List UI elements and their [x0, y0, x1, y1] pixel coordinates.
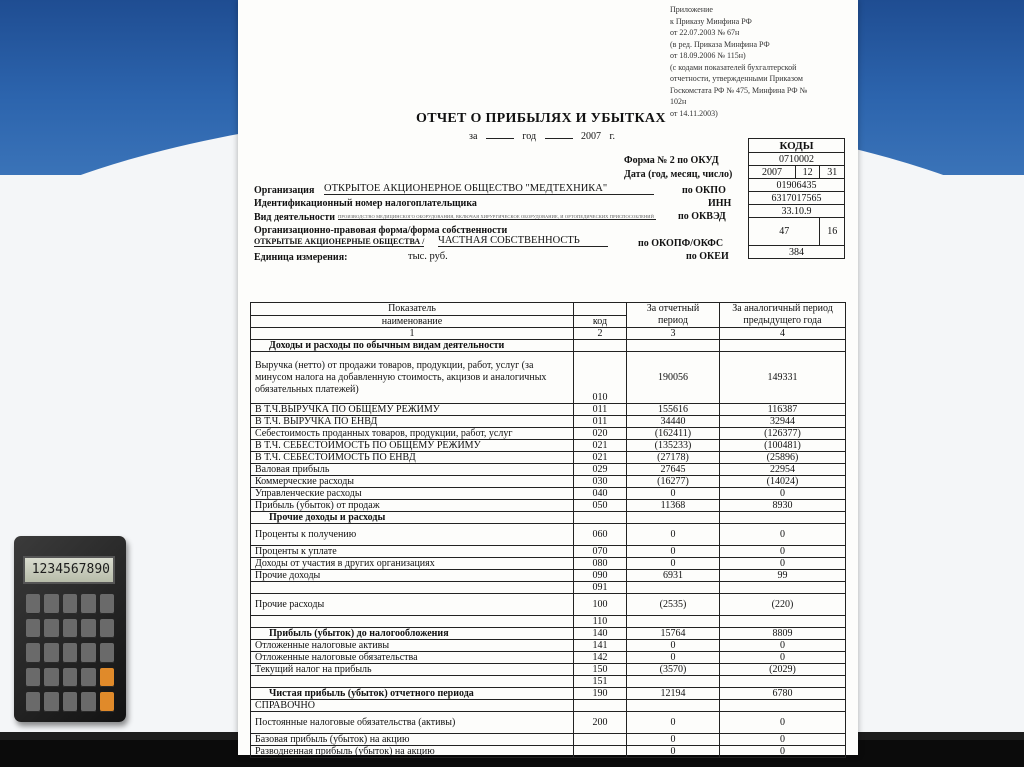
activity-label: Вид деятельности	[254, 212, 336, 223]
row-previous-value: 8809	[720, 628, 846, 640]
table-row	[251, 594, 846, 616]
table-row	[251, 712, 846, 734]
row-name: В Т.Ч.ВЫРУЧКА ПО ОБЩЕМУ РЕЖИМУ	[251, 404, 574, 416]
unit-label: Единица измерения:	[254, 252, 348, 263]
report-period	[466, 129, 618, 142]
header-indicator: Показатель	[251, 303, 574, 316]
row-previous-value: 149331	[720, 352, 846, 404]
row-name: Выручка (нетто) от продажи товаров, продукции, работ, услуг (за минусом налога на добавленную стоимость, акцизов и аналогичных обязательных платежей)	[251, 352, 574, 404]
code-okopf: 47	[749, 218, 820, 246]
row-name: СПРАВОЧНО	[251, 700, 574, 712]
row-code: 140	[574, 628, 627, 640]
row-previous-value: (126377)	[720, 428, 846, 440]
period-year-word: год	[522, 131, 537, 142]
code-date-year: 2007	[749, 166, 796, 179]
calculator-key	[81, 619, 95, 639]
period-blank	[545, 129, 573, 139]
row-code: 011	[574, 416, 627, 428]
period-prefix: за	[469, 131, 478, 142]
row-previous-value: 0	[720, 652, 846, 664]
row-previous-value: 6780	[720, 688, 846, 700]
row-name: Проценты к получению	[251, 524, 574, 546]
row-current-value: (27178)	[627, 452, 720, 464]
table-row	[251, 570, 846, 582]
row-current-value: 0	[627, 734, 720, 746]
code-okud: 0710002	[749, 153, 845, 166]
period-suffix: г.	[609, 131, 616, 142]
row-previous-value: 0	[720, 558, 846, 570]
row-previous-value: 8930	[720, 500, 846, 512]
row-previous-value: 0	[720, 746, 846, 758]
row-name: В Т.Ч. СЕБЕСТОИМОСТЬ ПО ЕНВД	[251, 452, 574, 464]
row-name: В Т.Ч. ВЫРУЧКА ПО ЕНВД	[251, 416, 574, 428]
row-code: 021	[574, 452, 627, 464]
table-row	[251, 546, 846, 558]
row-previous-value	[720, 700, 846, 712]
header-current-period: За отчетный период	[627, 303, 720, 328]
calculator-key-orange	[100, 668, 114, 688]
row-name: Прочие доходы и расходы	[251, 512, 574, 524]
calculator-key	[100, 643, 114, 663]
note-line: от 18.09.2006 № 115н)	[670, 51, 746, 60]
table-row	[251, 700, 846, 712]
row-previous-value: (100481)	[720, 440, 846, 452]
note-line: к Приказу Минфина РФ	[670, 16, 752, 26]
header-num-2: 2	[574, 328, 627, 340]
table-row	[251, 640, 846, 652]
table-row	[251, 440, 846, 452]
row-current-value: 0	[627, 546, 720, 558]
opf-label: Организационно-правовая форма/форма собственности	[254, 225, 508, 236]
row-current-value: 0	[627, 488, 720, 500]
header-num-3: 3	[627, 328, 720, 340]
note-line: (с кодами показателей бухгалтерской	[670, 62, 797, 72]
header-num-4: 4	[720, 328, 846, 340]
calculator-keypad	[26, 594, 114, 712]
income-statement-table	[250, 302, 846, 758]
calculator-key	[44, 692, 58, 712]
code-okved: 33.10.9	[749, 205, 845, 218]
table-row	[251, 340, 846, 352]
row-previous-value: (220)	[720, 594, 846, 616]
okei-label: по ОКЕИ	[686, 251, 729, 262]
row-current-value: 27645	[627, 464, 720, 476]
okved-label: по ОКВЭД	[678, 211, 726, 222]
row-current-value	[627, 676, 720, 688]
code-okpo: 01906435	[749, 179, 845, 192]
row-name: Постоянные налоговые обязательства (активы)	[251, 712, 574, 734]
row-code: 080	[574, 558, 627, 570]
calculator-key	[44, 643, 58, 663]
row-name: Управленческие расходы	[251, 488, 574, 500]
organization-name: ОТКРЫТОЕ АКЦИОНЕРНОЕ ОБЩЕСТВО "МЕДТЕХНИКА"	[324, 183, 654, 195]
calculator-key	[81, 668, 95, 688]
row-name: Доходы и расходы по обычным видам деятельности	[251, 340, 574, 352]
table-row	[251, 664, 846, 676]
row-name: Текущий налог на прибыль	[251, 664, 574, 676]
table-row	[251, 476, 846, 488]
row-code	[574, 700, 627, 712]
row-previous-value: 99	[720, 570, 846, 582]
row-name: Прибыль (убыток) от продаж	[251, 500, 574, 512]
row-code: 010	[574, 352, 627, 404]
row-code: 060	[574, 524, 627, 546]
row-current-value: 190056	[627, 352, 720, 404]
row-name: Доходы от участия в других организациях	[251, 558, 574, 570]
calculator-key	[81, 594, 95, 614]
calculator-key	[100, 619, 114, 639]
row-previous-value: 22954	[720, 464, 846, 476]
calculator-key	[63, 594, 77, 614]
row-previous-value	[720, 582, 846, 594]
calculator-key	[26, 643, 40, 663]
table-row	[251, 652, 846, 664]
unit-value: тыс. руб.	[408, 251, 448, 262]
row-name: Прибыль (убыток) до налогообложения	[251, 628, 574, 640]
code-date-month: 12	[795, 166, 820, 179]
calculator-key	[81, 692, 95, 712]
row-code	[574, 512, 627, 524]
calculator-key-orange	[100, 692, 114, 712]
calculator-key	[26, 594, 40, 614]
note-line: от 14.11.2003)	[670, 108, 718, 118]
row-code: 030	[574, 476, 627, 488]
row-code: 110	[574, 616, 627, 628]
table-row	[251, 734, 846, 746]
opf-value: ОТКРЫТЫЕ АКЦИОНЕРНЫЕ ОБЩЕСТВА /	[254, 237, 425, 246]
code-okfs: 16	[820, 218, 845, 246]
calculator-key	[63, 643, 77, 663]
period-year: 2007	[581, 131, 602, 142]
row-name: Валовая прибыль	[251, 464, 574, 476]
table-row	[251, 558, 846, 570]
row-code: 151	[574, 676, 627, 688]
header-name: наименование	[251, 315, 574, 328]
row-previous-value: (14024)	[720, 476, 846, 488]
table-row	[251, 746, 846, 758]
date-label: Дата (год, месяц, число)	[624, 169, 733, 180]
row-name: Прочие расходы	[251, 594, 574, 616]
header-code: код	[574, 315, 627, 328]
organization-label: Организация	[254, 185, 315, 196]
row-current-value: (162411)	[627, 428, 720, 440]
activity-text: ПРОИЗВОДСТВО МЕДИЦИНСКОГО ОБОРУДОВАНИЯ, ВКЛЮЧАЯ ХИРУРГИЧЕСКОЕ ОБОРУДОВАНИЕ, И ОРТОПЕДИЧЕСКИХ ПРИСПОСОБЛЕНИЙ	[338, 214, 656, 220]
table-row	[251, 352, 846, 404]
row-code: 050	[574, 500, 627, 512]
row-previous-value: 116387	[720, 404, 846, 416]
row-name: Коммерческие расходы	[251, 476, 574, 488]
row-current-value: 0	[627, 712, 720, 734]
row-current-value	[627, 616, 720, 628]
note-line: от 22.07.2003 № 67н	[670, 28, 740, 37]
report-document	[238, 0, 858, 755]
row-code: 070	[574, 546, 627, 558]
table-row	[251, 616, 846, 628]
row-current-value	[627, 340, 720, 352]
row-name: Базовая прибыль (убыток) на акцию	[251, 734, 574, 746]
approval-note	[670, 4, 855, 119]
row-name: Отложенные налоговые активы	[251, 640, 574, 652]
row-previous-value	[720, 676, 846, 688]
table-row	[251, 512, 846, 524]
calculator-key	[100, 594, 114, 614]
row-name: Чистая прибыль (убыток) отчетного периода	[251, 688, 574, 700]
row-code: 141	[574, 640, 627, 652]
row-name: Разводненная прибыль (убыток) на акцию	[251, 746, 574, 758]
row-current-value	[627, 582, 720, 594]
row-code: 091	[574, 582, 627, 594]
row-current-value: 0	[627, 746, 720, 758]
row-current-value	[627, 512, 720, 524]
table-row	[251, 404, 846, 416]
note-line: Госкомстата РФ № 475, Минфина РФ №	[670, 85, 808, 95]
calculator-key	[63, 619, 77, 639]
row-previous-value: 32944	[720, 416, 846, 428]
calculator-key	[44, 594, 58, 614]
row-code: 021	[574, 440, 627, 452]
calculator-key	[63, 668, 77, 688]
header-blank	[574, 303, 627, 316]
table-body	[251, 340, 846, 758]
row-previous-value: (25896)	[720, 452, 846, 464]
table-row	[251, 628, 846, 640]
row-previous-value	[720, 512, 846, 524]
row-current-value: 6931	[627, 570, 720, 582]
row-code: 011	[574, 404, 627, 416]
calculator-key	[26, 692, 40, 712]
table-row	[251, 524, 846, 546]
table-row	[251, 500, 846, 512]
row-previous-value	[720, 616, 846, 628]
period-blank	[486, 129, 514, 139]
row-current-value: 0	[627, 524, 720, 546]
row-current-value: (16277)	[627, 476, 720, 488]
table-row	[251, 416, 846, 428]
row-previous-value: 0	[720, 712, 846, 734]
row-current-value: (2535)	[627, 594, 720, 616]
report-title: ОТЧЕТ О ПРИБЫЛЯХ И УБЫТКАХ	[416, 111, 666, 126]
calculator-display: 1234567890	[23, 556, 115, 584]
okpo-label: по ОКПО	[682, 185, 726, 196]
table-row	[251, 676, 846, 688]
row-current-value	[627, 700, 720, 712]
row-code: 029	[574, 464, 627, 476]
table-row	[251, 428, 846, 440]
note-line: отчетности, утвержденными Приказом	[670, 74, 803, 83]
note-line: 102н	[670, 97, 687, 106]
calculator-key	[44, 668, 58, 688]
row-code	[574, 746, 627, 758]
calculator-key	[81, 643, 95, 663]
calculator-key	[26, 668, 40, 688]
ownership-value: ЧАСТНАЯ СОБСТВЕННОСТЬ	[438, 235, 608, 247]
code-date-day: 31	[820, 166, 845, 179]
note-line: (в ред. Приказа Минфина РФ	[670, 39, 770, 49]
table-row	[251, 464, 846, 476]
row-name	[251, 582, 574, 594]
row-current-value: 155616	[627, 404, 720, 416]
row-code: 090	[574, 570, 627, 582]
code-okei: 384	[749, 246, 845, 259]
table-row	[251, 452, 846, 464]
row-code: 142	[574, 652, 627, 664]
row-previous-value: (2029)	[720, 664, 846, 676]
row-code: 040	[574, 488, 627, 500]
row-current-value: (3570)	[627, 664, 720, 676]
row-code: 190	[574, 688, 627, 700]
calculator-key	[44, 619, 58, 639]
row-name: Отложенные налоговые обязательства	[251, 652, 574, 664]
row-current-value: 0	[627, 640, 720, 652]
codes-table	[748, 138, 845, 259]
row-code: 020	[574, 428, 627, 440]
inn-label: Идентификационный номер налогоплательщика	[254, 198, 477, 209]
note-line: Приложение	[670, 5, 713, 14]
row-current-value: 15764	[627, 628, 720, 640]
row-previous-value: 0	[720, 524, 846, 546]
code-inn: 6317017565	[749, 192, 845, 205]
row-code	[574, 734, 627, 746]
row-code: 100	[574, 594, 627, 616]
row-code: 150	[574, 664, 627, 676]
row-name	[251, 676, 574, 688]
row-code	[574, 340, 627, 352]
row-current-value: 0	[627, 558, 720, 570]
row-name: Прочие доходы	[251, 570, 574, 582]
row-name: Проценты к уплате	[251, 546, 574, 558]
table-row	[251, 688, 846, 700]
calculator-key	[63, 692, 77, 712]
row-previous-value: 0	[720, 488, 846, 500]
row-current-value: 0	[627, 652, 720, 664]
table-row	[251, 582, 846, 594]
row-name	[251, 616, 574, 628]
row-current-value: 34440	[627, 416, 720, 428]
row-current-value: 11368	[627, 500, 720, 512]
codes-header: КОДЫ	[749, 139, 845, 153]
okopf-label: по ОКОПФ/ОКФС	[638, 238, 724, 249]
row-current-value: (135233)	[627, 440, 720, 452]
row-previous-value: 0	[720, 734, 846, 746]
row-previous-value: 0	[720, 640, 846, 652]
calculator-image	[14, 536, 126, 722]
okud-label: Форма № 2 по ОКУД	[624, 155, 719, 166]
row-current-value: 12194	[627, 688, 720, 700]
row-code: 200	[574, 712, 627, 734]
inn-code-label: ИНН	[708, 198, 732, 209]
row-name: Себестоимость проданных товаров, продукции, работ, услуг	[251, 428, 574, 440]
row-name: В Т.Ч. СЕБЕСТОИМОСТЬ ПО ОБЩЕМУ РЕЖИМУ	[251, 440, 574, 452]
calculator-key	[26, 619, 40, 639]
row-previous-value	[720, 340, 846, 352]
row-previous-value: 0	[720, 546, 846, 558]
header-previous-period: За аналогичный период предыдущего года	[720, 303, 846, 328]
header-num-1: 1	[251, 328, 574, 340]
table-row	[251, 488, 846, 500]
